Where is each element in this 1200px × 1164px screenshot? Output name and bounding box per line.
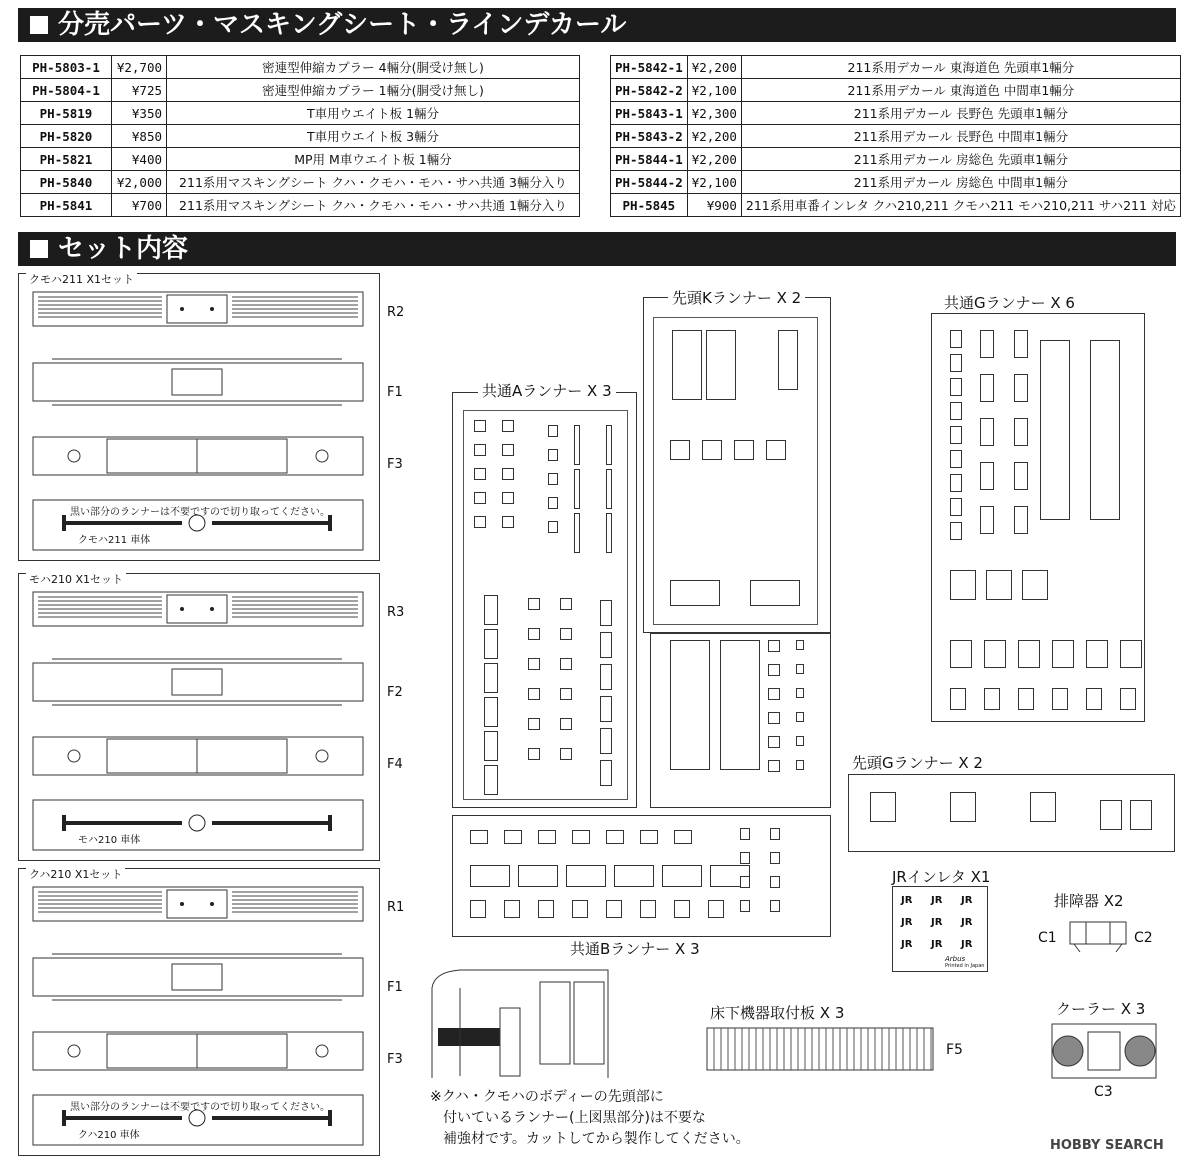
section-header-contents [18,232,1176,266]
runner-part [1030,792,1056,822]
runner-part [1052,688,1068,710]
part-price: ¥2,100 [687,79,741,102]
underfloor-part-drawing [32,433,364,479]
runner-part [796,640,804,650]
runner-part [1040,340,1070,520]
part-description: 211系用デカール 東海道色 中間車1輛分 [741,79,1180,102]
runner-part [950,402,962,420]
watermark: HOBBY SEARCH [1050,1138,1164,1153]
runner-part [528,748,540,760]
part-row [611,171,1181,194]
runner-g-title: 共通Gランナー X 6 [940,292,1079,313]
runner-part [548,521,558,533]
runner-part [548,473,558,485]
runner-part [474,492,486,504]
runner-part [770,828,780,840]
footnote-line: ※クハ・クモハのボディーの先頭部に [430,1089,664,1105]
section-title: 分売パーツ・マスキングシート・ラインデカール [58,10,627,40]
car-body-label: クハ210 車体 [78,1130,140,1141]
roof-part-drawing [32,591,364,627]
square-bullet-icon [30,16,48,34]
part-code: PH-5803-1 [21,56,112,79]
roof-part-drawing [32,291,364,327]
part-row [611,194,1181,217]
runner-part [768,712,780,724]
runner-part [538,830,556,844]
runner-part [950,640,972,668]
runner-part [600,664,612,690]
part-row [21,148,580,171]
runner-part [980,506,994,534]
runner-part [986,570,1012,600]
part-code: PH-5820 [21,125,112,148]
runner-part [470,900,486,918]
runner-part [702,440,722,460]
part-description: 211系用デカール 長野色 中間車1輛分 [741,125,1180,148]
cooler-drawing [1050,1022,1160,1080]
jr-mark: JR [931,939,943,950]
part-price: ¥2,000 [112,171,167,194]
runner-b-title: 共通Bランナー X 3 [566,938,704,959]
runner-part [950,792,976,822]
runner-part [572,900,588,918]
runner-part [950,570,976,600]
runner-sg-frame [848,774,1175,852]
underfloor-part-drawing [32,733,364,779]
part-tag: F3 [387,457,403,472]
runner-part [560,598,572,610]
runner-part [766,440,786,460]
floor-part-drawing [32,657,364,707]
runner-part [474,420,486,432]
part-tag: R2 [387,305,405,320]
runner-part [950,378,962,396]
part-price: ¥2,100 [687,171,741,194]
runner-part [566,865,606,887]
runner-part [470,865,510,887]
part-tag: F4 [387,757,403,772]
runner-part [980,418,994,446]
runner-part [572,830,590,844]
runner-part [1014,330,1028,358]
car-body-label: クモハ211 車体 [78,535,151,546]
body-note: 黒い部分のランナーは不要ですので切り取ってください。 [70,507,330,518]
runner-part [548,449,558,461]
jr-mark: JR [901,939,913,950]
runner-part [600,760,612,786]
part-tag: F2 [387,685,403,700]
part-row [611,148,1181,171]
part-description: 密連型伸縮カプラー 1輛分(胴受け無し) [167,79,580,102]
runner-part [504,900,520,918]
runner-part [768,688,780,700]
runner-part [1022,570,1048,600]
part-row [21,194,580,217]
floor-part-drawing [32,952,364,1002]
runner-part [1014,374,1028,402]
runner-part [950,330,962,348]
footnote-line: 付いているランナー(上図黒部分)は不要な [443,1110,706,1126]
part-description: 211系用デカール 房総色 中間車1輛分 [741,171,1180,194]
runner-part [740,852,750,864]
runner-part [474,468,486,480]
f5-plate-drawing [706,1026,936,1074]
runner-part [574,469,580,509]
runner-part [1014,462,1028,490]
part-code: PH-5804-1 [21,79,112,102]
runner-part [950,426,962,444]
part-row [611,79,1181,102]
jr-sheet-sub: Printed in Japan [945,963,985,969]
jr-mark: JR [961,939,973,950]
runner-k-title: 先頭Kランナー X 2 [668,287,805,308]
part-row [611,125,1181,148]
jr-mark: JR [901,917,913,928]
runner-part [560,748,572,760]
haisho-parts-drawing [1066,916,1130,956]
runner-part [484,663,498,693]
runner-part [980,462,994,490]
runner-part [474,444,486,456]
runner-part [606,513,612,553]
car-set-title: クモハ211 X1セット [26,271,137,287]
runner-part [484,697,498,727]
runner-part [484,731,498,761]
runner-part [574,425,580,465]
haisho-title: 排障器 X2 [1050,890,1128,911]
square-bullet-icon [30,240,48,258]
part-code: PH-5843-2 [611,125,688,148]
runner-part [662,865,702,887]
part-price: ¥700 [112,194,167,217]
jr-sheet-maker: Arbus [945,955,966,963]
part-row [611,56,1181,79]
part-code: PH-5844-1 [611,148,688,171]
jr-decal-sheet [892,886,988,972]
runner-part [600,632,612,658]
runner-part [768,640,780,652]
part-description: 211系用マスキングシート クハ・クモハ・モハ・サハ共通 1輛分入り [167,194,580,217]
part-tag: R1 [387,900,405,915]
section-title: セット内容 [58,234,189,264]
part-price: ¥725 [112,79,167,102]
part-description: MP用 M車ウエイト板 1輛分 [167,148,580,171]
part-description: 211系用デカール 長野色 先頭車1輛分 [741,102,1180,125]
part-code: PH-5845 [611,194,688,217]
runner-part [502,492,514,504]
part-row [21,79,580,102]
underfloor-part-drawing [32,1028,364,1074]
runner-part [560,658,572,670]
runner-part [640,830,658,844]
runner-part [600,600,612,626]
roof-part-drawing [32,886,364,922]
runner-part [674,900,690,918]
runner-part [548,497,558,509]
runner-part [796,712,804,722]
runner-part [768,760,780,772]
runner-part [502,420,514,432]
runner-part [574,513,580,553]
part-description: 211系用デカール 東海道色 先頭車1輛分 [741,56,1180,79]
runner-part [528,628,540,640]
runner-part [1014,418,1028,446]
part-row [21,56,580,79]
part-tag: F1 [387,385,403,400]
runner-part [674,830,692,844]
jr-mark: JR [901,895,913,906]
runner-part [672,330,702,400]
footnote-line: 補強材です。カットしてから製作してください。 [443,1131,750,1147]
car-set-title: クハ210 X1セット [26,866,125,882]
runner-part [950,688,966,710]
runner-part [606,469,612,509]
runner-part [474,516,486,528]
part-description: 211系用車番インレタ クハ210,211 クモハ211 モハ210,211 サハ211 対応 [741,194,1180,217]
cab-front-illustration [430,968,610,1080]
runner-part [770,876,780,888]
part-tag: R3 [387,605,405,620]
runner-part [984,688,1000,710]
part-description: 211系用デカール 房総色 先頭車1輛分 [741,148,1180,171]
jr-mark: JR [961,895,973,906]
part-code: PH-5819 [21,102,112,125]
part-price: ¥400 [112,148,167,171]
runner-part [1014,506,1028,534]
parts-table-right [610,55,1181,217]
runner-part [502,444,514,456]
part-price: ¥2,300 [687,102,741,125]
part-description: 密連型伸縮カプラー 4輛分(胴受け無し) [167,56,580,79]
runner-part [606,900,622,918]
runner-part [984,640,1006,668]
part-price: ¥2,200 [687,56,741,79]
runner-part [950,450,962,468]
part-tag: F1 [387,980,403,995]
runner-part [504,830,522,844]
runner-part [1086,688,1102,710]
part-description: 211系用マスキングシート クハ・クモハ・モハ・サハ共通 3輛分入り [167,171,580,194]
runner-part [1100,800,1122,830]
runner-part [740,900,750,912]
runner-part [770,852,780,864]
runner-part [1018,688,1034,710]
part-price: ¥2,700 [112,56,167,79]
jr-mark: JR [931,895,943,906]
runner-part [484,765,498,795]
runner-part [560,718,572,730]
runner-part [870,792,896,822]
runner-part [502,516,514,528]
part-row [21,125,580,148]
runner-part [548,425,558,437]
runner-part [768,664,780,676]
runner-part [950,498,962,516]
parts-table-left [20,55,580,217]
f5-title: 床下機器取付板 X 3 [706,1002,848,1023]
part-code: PH-5843-1 [611,102,688,125]
runner-part [1086,640,1108,668]
part-price: ¥900 [687,194,741,217]
jr-mark: JR [961,917,973,928]
part-code: PH-5842-2 [611,79,688,102]
part-price: ¥2,200 [687,125,741,148]
runner-part [560,688,572,700]
runner-part [670,640,710,770]
runner-part [484,629,498,659]
runner-part [980,330,994,358]
runner-part [950,522,962,540]
jr-inleta-title: JRインレタ X1 [888,866,994,887]
runner-part [750,580,800,606]
part-code: PH-5821 [21,148,112,171]
runner-part [606,425,612,465]
part-price: ¥350 [112,102,167,125]
runner-part [528,658,540,670]
runner-part [502,468,514,480]
runner-part [528,598,540,610]
runner-part [1130,800,1152,830]
runner-part [708,900,724,918]
floor-part-drawing [32,357,364,407]
runner-part [740,876,750,888]
runner-part [528,688,540,700]
runner-sg-title: 先頭Gランナー X 2 [848,752,987,773]
part-code: PH-5842-1 [611,56,688,79]
car-set-title: モハ210 X1セット [26,571,126,587]
runner-part [614,865,654,887]
runner-part [640,900,656,918]
part-code: PH-5840 [21,171,112,194]
runner-a-title: 共通Aランナー X 3 [478,380,616,401]
c2-label: C2 [1134,930,1153,946]
runner-part [528,718,540,730]
runner-part [1120,640,1142,668]
part-code: PH-5841 [21,194,112,217]
runner-part [950,474,962,492]
section-header-parts [18,8,1176,42]
runner-part [778,330,798,390]
runner-part [518,865,558,887]
runner-part [796,760,804,770]
runner-part [670,440,690,460]
runner-part [538,900,554,918]
c3-label: C3 [1094,1084,1113,1100]
runner-part [1120,688,1136,710]
runner-part [560,628,572,640]
f5-tag: F5 [946,1042,963,1058]
body-note: 黒い部分のランナーは不要ですので切り取ってください。 [70,1102,330,1113]
runner-part [706,330,736,400]
runner-part [1018,640,1040,668]
jr-mark: JR [931,917,943,928]
part-description: T車用ウエイト板 3輛分 [167,125,580,148]
runner-part [720,640,760,770]
runner-part [600,696,612,722]
runner-part [796,736,804,746]
runner-part [484,595,498,625]
runner-part [670,580,720,606]
runner-part [796,664,804,674]
runner-part [1090,340,1120,520]
runner-part [470,830,488,844]
runner-part [768,736,780,748]
cooler-title: クーラー X 3 [1052,998,1149,1019]
part-row [21,102,580,125]
part-price: ¥2,200 [687,148,741,171]
part-row [21,171,580,194]
runner-part [740,828,750,840]
runner-part [980,374,994,402]
runner-part [796,688,804,698]
part-tag: F3 [387,1052,403,1067]
part-price: ¥850 [112,125,167,148]
part-code: PH-5844-2 [611,171,688,194]
runner-part [1052,640,1074,668]
c1-label: C1 [1038,930,1057,946]
car-body-label: モハ210 車体 [78,835,141,846]
runner-part [606,830,624,844]
runner-part [770,900,780,912]
runner-part [734,440,754,460]
part-description: T車用ウエイト板 1輛分 [167,102,580,125]
runner-part [600,728,612,754]
part-row [611,102,1181,125]
runner-part [950,354,962,372]
